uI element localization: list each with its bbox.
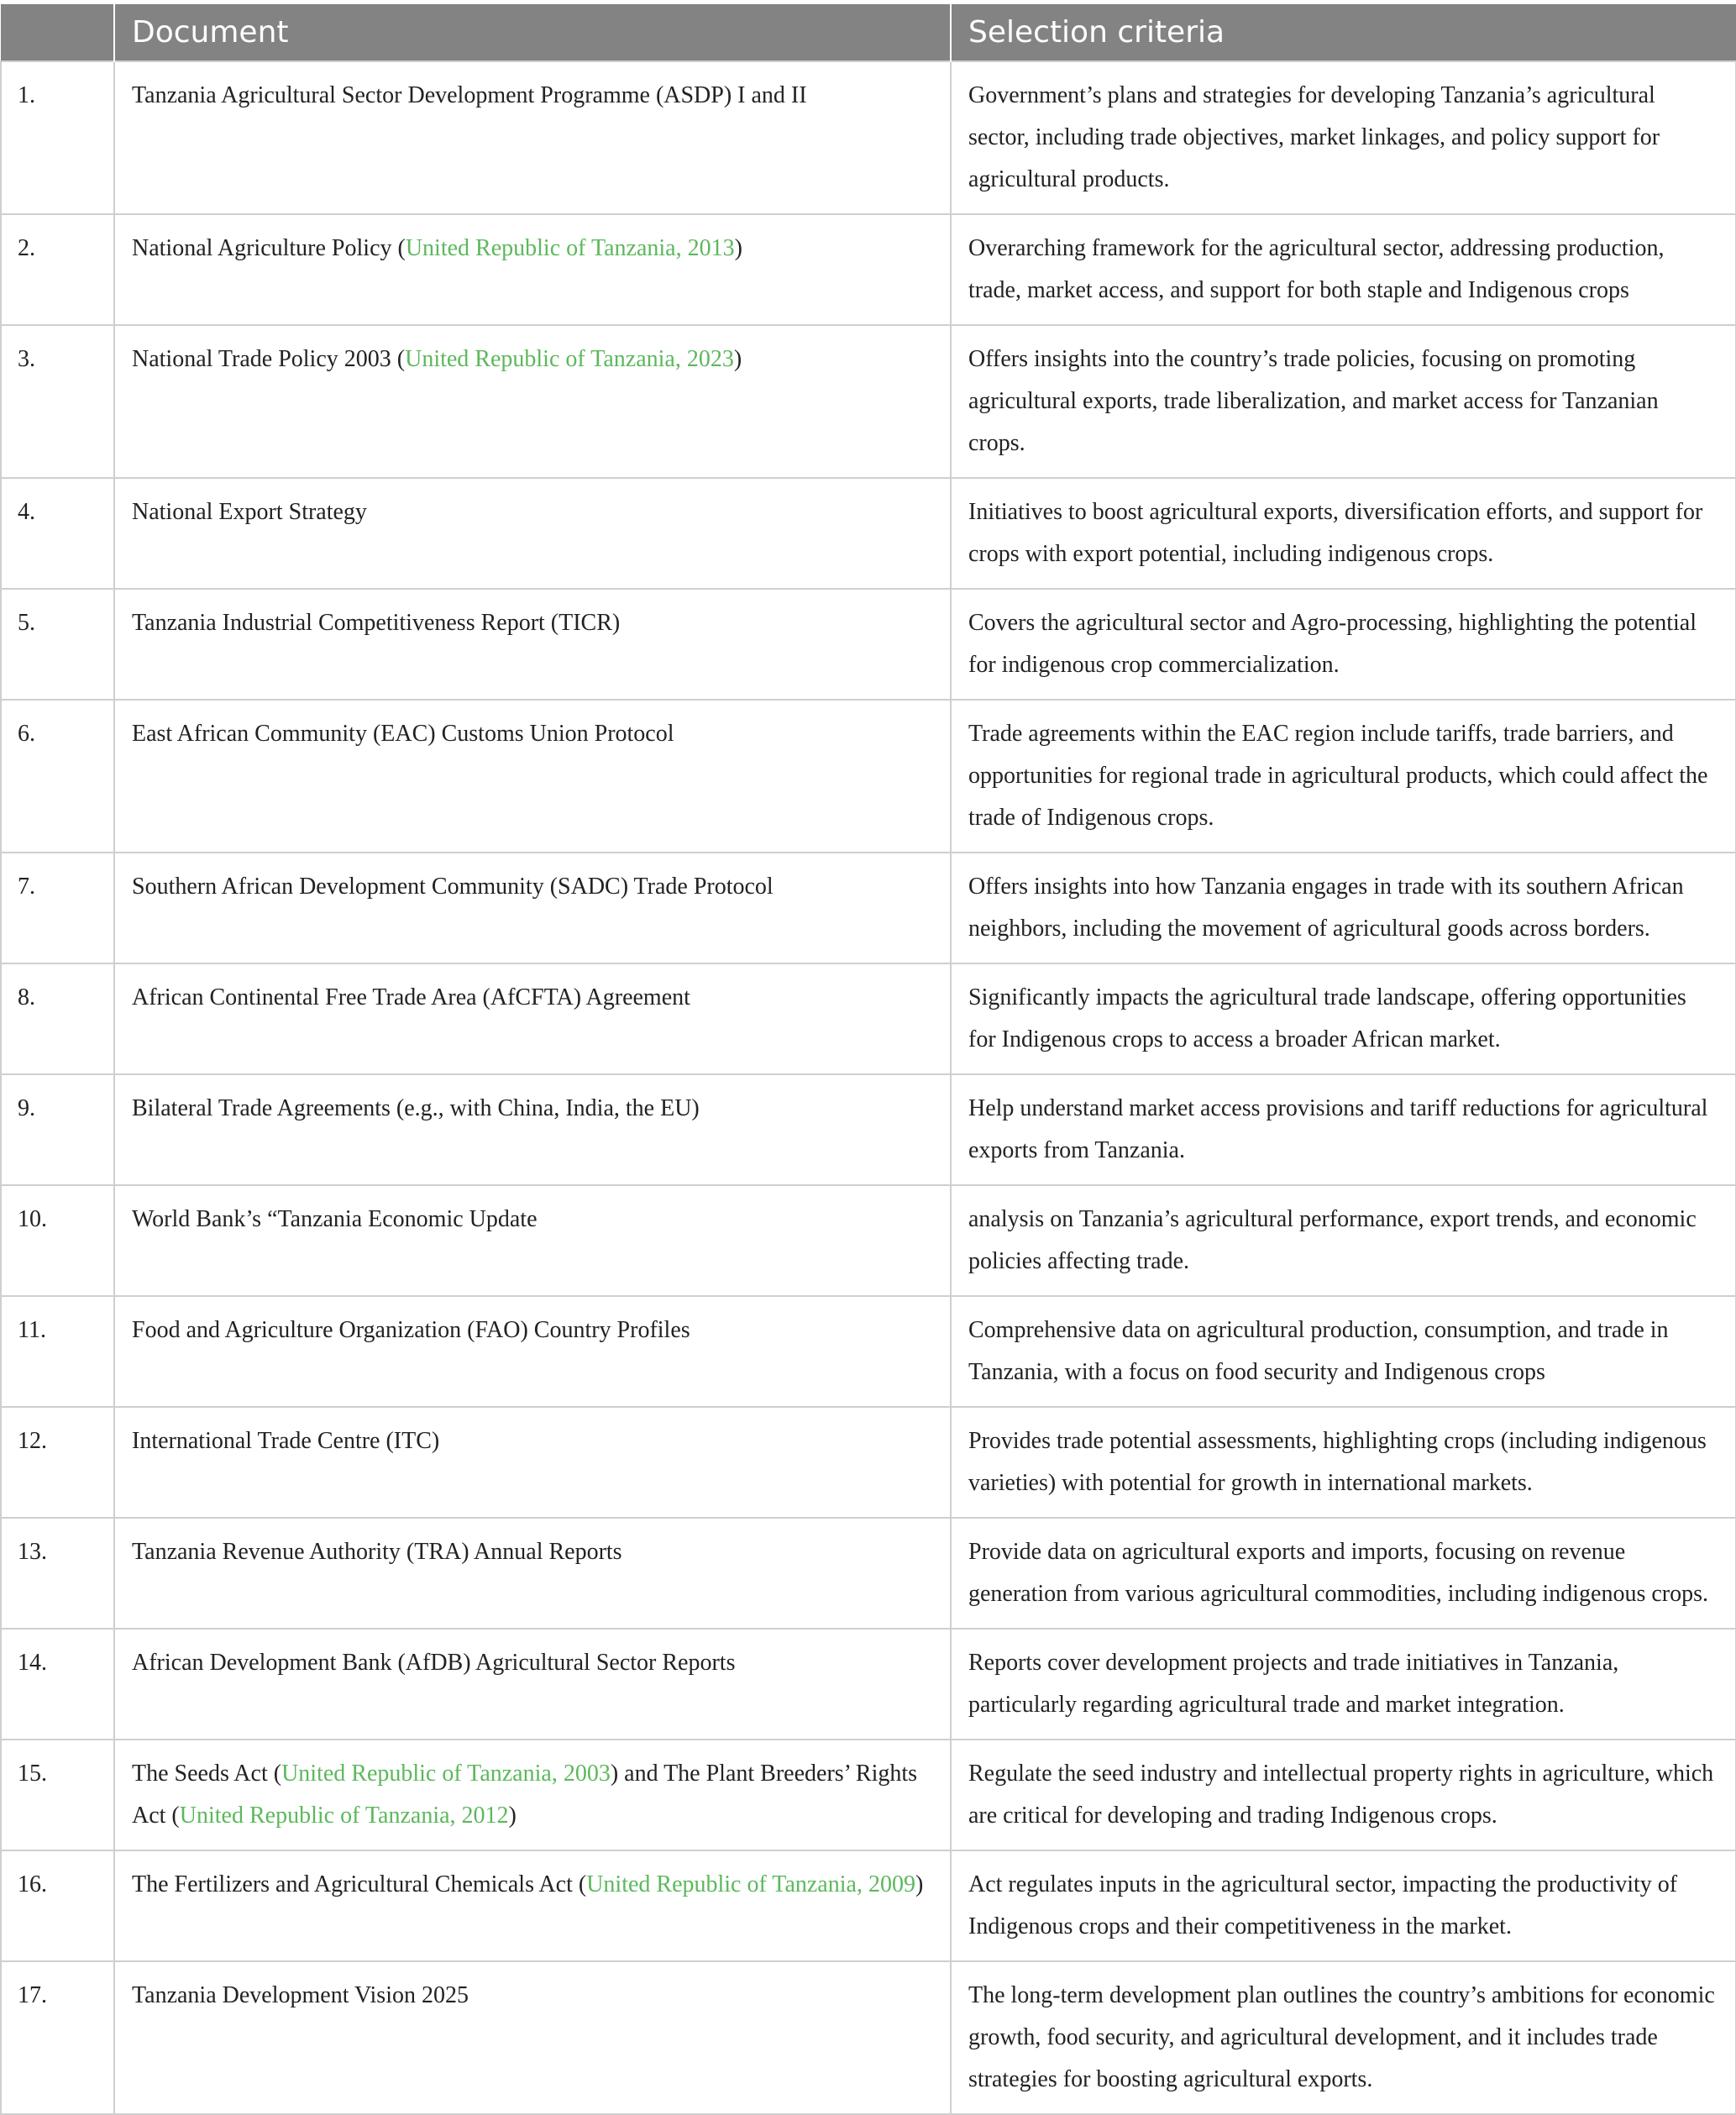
row-number: 16. bbox=[1, 1850, 114, 1961]
row-number: 1. bbox=[1, 61, 114, 214]
table-row bbox=[1, 1740, 1736, 1850]
row-number: 11. bbox=[1, 1296, 114, 1407]
selection-criteria-cell: analysis on Tanzania’s agricultural performance, export trends, and economic policies affecting trade. bbox=[951, 1185, 1736, 1296]
selection-criteria-cell: Provide data on agricultural exports and imports, focusing on revenue generation from various agricultural commodities, including indigenous crops. bbox=[951, 1518, 1736, 1629]
header-row bbox=[1, 4, 1736, 61]
document-title-text: ) bbox=[915, 1871, 924, 1897]
citation-link[interactable]: United Republic of Tanzania, 2009 bbox=[586, 1871, 915, 1897]
row-number: 10. bbox=[1, 1185, 114, 1296]
row-number: 12. bbox=[1, 1407, 114, 1518]
row-number: 8. bbox=[1, 963, 114, 1074]
table-row bbox=[1, 1961, 1736, 2114]
table-row bbox=[1, 853, 1736, 963]
selection-criteria-cell: Government’s plans and strategies for developing Tanzania’s agricultural sector, including trade objectives, market linkages, and policy support for agricultural products. bbox=[951, 61, 1736, 214]
document-title-text: International Trade Centre (ITC) bbox=[132, 1428, 440, 1454]
document-title-text: World Bank’s “Tanzania Economic Update bbox=[132, 1206, 538, 1232]
document-cell bbox=[114, 1629, 951, 1740]
document-cell bbox=[114, 1296, 951, 1407]
document-title-text: ) bbox=[508, 1803, 517, 1829]
document-cell bbox=[114, 1740, 951, 1850]
row-number: 17. bbox=[1, 1961, 114, 2114]
document-title-text: Southern African Development Community (SADC) Trade Protocol bbox=[132, 874, 774, 900]
citation-link[interactable]: United Republic of Tanzania, 2003 bbox=[281, 1761, 611, 1787]
document-cell bbox=[114, 1961, 951, 2114]
document-table-wrapper bbox=[0, 4, 1735, 2115]
row-number: 3. bbox=[1, 325, 114, 478]
document-title-text: The Fertilizers and Agricultural Chemicals Act ( bbox=[132, 1871, 587, 1897]
row-number: 15. bbox=[1, 1740, 114, 1850]
selection-criteria-cell: Help understand market access provisions and tariff reductions for agricultural exports from Tanzania. bbox=[951, 1074, 1736, 1185]
row-number: 9. bbox=[1, 1074, 114, 1185]
document-cell bbox=[114, 1407, 951, 1518]
document-cell bbox=[114, 1074, 951, 1185]
document-title-text: Tanzania Development Vision 2025 bbox=[132, 1982, 469, 2008]
row-number: 14. bbox=[1, 1629, 114, 1740]
table-row bbox=[1, 478, 1736, 589]
document-title-text: National Export Strategy bbox=[132, 499, 367, 525]
selection-criteria-cell: Comprehensive data on agricultural production, consumption, and trade in Tanzania, with a focus on food security and Indigenous crops bbox=[951, 1296, 1736, 1407]
document-title-text: National Trade Policy 2003 ( bbox=[132, 346, 406, 372]
citation-link[interactable]: United Republic of Tanzania, 2013 bbox=[405, 235, 735, 261]
document-title-text: The Seeds Act ( bbox=[132, 1761, 282, 1787]
table-header bbox=[1, 4, 1736, 61]
document-cell bbox=[114, 700, 951, 853]
selection-criteria-cell: Covers the agricultural sector and Agro-processing, highlighting the potential for indigenous crop commercialization. bbox=[951, 589, 1736, 700]
table-row bbox=[1, 589, 1736, 700]
selection-criteria-cell: Initiatives to boost agricultural exports, diversification efforts, and support for crops with export potential, including indigenous crops. bbox=[951, 478, 1736, 589]
document-title-text: African Development Bank (AfDB) Agricultural Sector Reports bbox=[132, 1650, 736, 1676]
table-row bbox=[1, 1074, 1736, 1185]
selection-criteria-cell: Significantly impacts the agricultural trade landscape, offering opportunities for Indigenous crops to access a broader African market. bbox=[951, 963, 1736, 1074]
selection-criteria-cell: Regulate the seed industry and intellectual property rights in agriculture, which are critical for developing and trading Indigenous crops. bbox=[951, 1740, 1736, 1850]
document-cell bbox=[114, 853, 951, 963]
table-row bbox=[1, 325, 1736, 478]
selection-criteria-cell: Offers insights into the country’s trade policies, focusing on promoting agricultural exports, trade liberalization, and market access for Tanzanian crops. bbox=[951, 325, 1736, 478]
document-cell bbox=[114, 1850, 951, 1961]
document-title-text: Tanzania Agricultural Sector Development Programme (ASDP) I and II bbox=[132, 82, 807, 108]
citation-link[interactable]: United Republic of Tanzania, 2012 bbox=[179, 1803, 509, 1829]
document-title-text: ) and The Plant Breeders’ Rights Act ( bbox=[132, 1761, 918, 1829]
selection-criteria-cell: Provides trade potential assessments, highlighting crops (including indigenous varieties) with potential for growth in international markets. bbox=[951, 1407, 1736, 1518]
document-cell bbox=[114, 214, 951, 325]
row-number: 6. bbox=[1, 700, 114, 853]
row-number: 7. bbox=[1, 853, 114, 963]
document-title-text: ) bbox=[734, 235, 742, 261]
header-selection-criteria: Selection criteria bbox=[951, 4, 1736, 61]
selection-criteria-cell: Offers insights into how Tanzania engages in trade with its southern African neighbors, including the movement of agricultural goods across borders. bbox=[951, 853, 1736, 963]
document-title-text: East African Community (EAC) Customs Union Protocol bbox=[132, 721, 674, 747]
document-selection-table bbox=[0, 4, 1736, 2115]
table-row bbox=[1, 963, 1736, 1074]
table-row bbox=[1, 1407, 1736, 1518]
table-row bbox=[1, 61, 1736, 214]
header-number bbox=[1, 4, 114, 61]
document-title-text: Tanzania Industrial Competitiveness Report (TICR) bbox=[132, 610, 621, 636]
document-cell bbox=[114, 589, 951, 700]
table-row bbox=[1, 1629, 1736, 1740]
table-row bbox=[1, 1185, 1736, 1296]
selection-criteria-cell: The long-term development plan outlines the country’s ambitions for economic growth, food security, and agricultural development, and it includes trade strategies for boosting agricultural exports. bbox=[951, 1961, 1736, 2114]
table-row bbox=[1, 1518, 1736, 1629]
table-row bbox=[1, 700, 1736, 853]
header-document: Document bbox=[114, 4, 951, 61]
document-cell bbox=[114, 478, 951, 589]
document-cell bbox=[114, 325, 951, 478]
citation-link[interactable]: United Republic of Tanzania, 2023 bbox=[405, 346, 734, 372]
selection-criteria-cell: Overarching framework for the agricultural sector, addressing production, trade, market access, and support for both staple and Indigenous crops bbox=[951, 214, 1736, 325]
row-number: 13. bbox=[1, 1518, 114, 1629]
document-cell bbox=[114, 1185, 951, 1296]
document-title-text: Bilateral Trade Agreements (e.g., with China, India, the EU) bbox=[132, 1095, 700, 1121]
row-number: 4. bbox=[1, 478, 114, 589]
document-title-text: Tanzania Revenue Authority (TRA) Annual Reports bbox=[132, 1539, 622, 1565]
document-cell bbox=[114, 963, 951, 1074]
document-title-text: National Agriculture Policy ( bbox=[132, 235, 406, 261]
document-cell bbox=[114, 61, 951, 214]
document-cell bbox=[114, 1518, 951, 1629]
table-body bbox=[1, 61, 1736, 2114]
document-title-text: ) bbox=[733, 346, 742, 372]
selection-criteria-cell: Trade agreements within the EAC region include tariffs, trade barriers, and opportunities for regional trade in agricultural products, which could affect the trade of Indigenous crops. bbox=[951, 700, 1736, 853]
document-title-text: African Continental Free Trade Area (AfCFTA) Agreement bbox=[132, 984, 690, 1010]
table-row bbox=[1, 214, 1736, 325]
document-title-text: Food and Agriculture Organization (FAO) Country Profiles bbox=[132, 1317, 690, 1343]
table-row bbox=[1, 1850, 1736, 1961]
selection-criteria-cell: Reports cover development projects and trade initiatives in Tanzania, particularly regarding agricultural trade and market integration. bbox=[951, 1629, 1736, 1740]
row-number: 5. bbox=[1, 589, 114, 700]
selection-criteria-cell: Act regulates inputs in the agricultural sector, impacting the productivity of Indigenous crops and their competitiveness in the market. bbox=[951, 1850, 1736, 1961]
row-number: 2. bbox=[1, 214, 114, 325]
table-row bbox=[1, 1296, 1736, 1407]
